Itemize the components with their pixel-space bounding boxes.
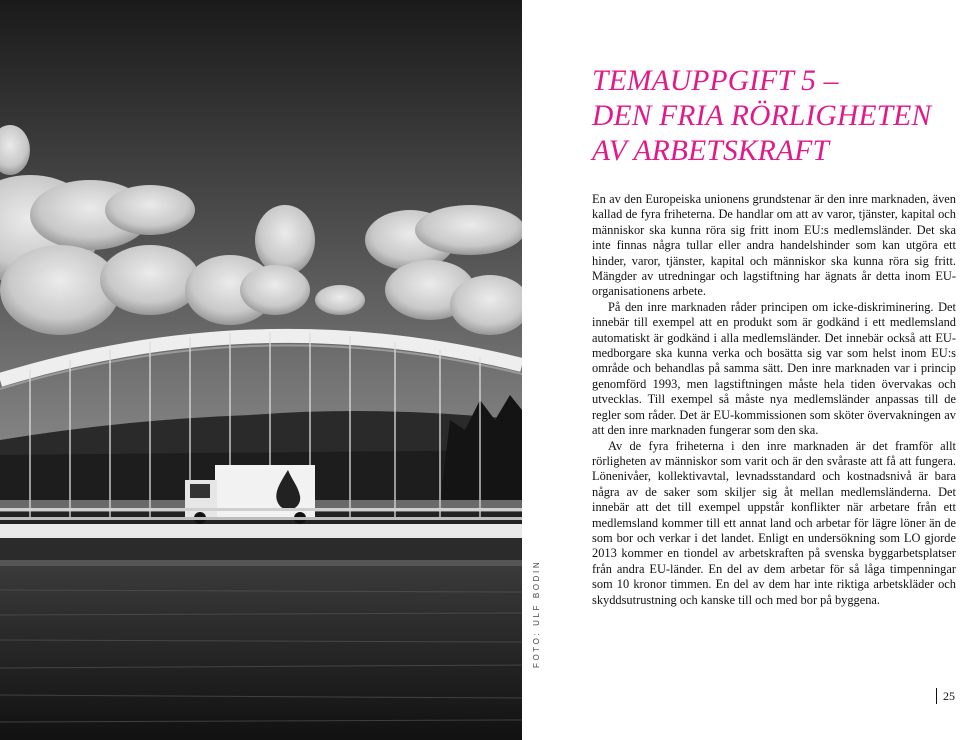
photo-credit-text: FOTO: ULF BODIN: [532, 559, 541, 668]
body-text: [592, 192, 956, 608]
title-line-2: DEN FRIA RÖRLIGHETEN: [592, 100, 932, 132]
page-number: 25: [936, 688, 955, 704]
paragraph-2: På den inre marknaden råder principen om icke-diskriminering. Det innebär till exempel att en produkt som är godkänd i ett medlemsland automatiskt är godkänd i alla medlemsländer. Det innebär också att EU-medborgare ska kunna verka och bosätta sig var som helst inom EU:s område och behandlas på samma sätt. Den inre marknaden var i princip genomförd 1993, men lagstiftningen måste hela tiden övervakas och utvecklas. Till exempel så måste nya medlemsländer anpassas till de regler som råder. Det är EU-kommissionen som sköter övervakningen av att den inre marknaden fungerar som den ska.: [592, 299, 956, 438]
title-line-1: TEMAUPPGIFT 5 –: [592, 65, 839, 97]
photo-credit: [528, 500, 548, 680]
paragraph-3: Av de fyra friheterna i den inre marknaden är det framför allt rörligheten av människor som varit och är den svåraste att få att fungera. Lönenivåer, kollektivavtal, levnadsstandard och kostnadsnivå är bara några av de saker som skiljer sig åt mellan medlemsländerna. Det innebär att det till exempel uppstår konflikter när arbetare från ett medlemsland kommer till ett annat land och arbetar för lägre löner än de som bor och verkar i det landet. Enligt en undersökning som LO gjorde 2013 kommer en tiondel av arbetskraften på svenska byggarbetsplatser från andra EU-länder. En del av dem arbetar för så låga timpenningar som 10 kronor timmen. En del av dem har inte riktiga arbetskläder och skyddsutrustning och kanske till och med bor på byggena.: [592, 438, 956, 607]
paragraph-1: En av den Europeiska unionens grundstenar är den inre marknaden, även kallad de fyra friheterna. De handlar om att av varor, tjänster, kapital och människor ska kunna röra sig fritt inom EU:s medlemsländer. Det ska inte finnas några tullar eller andra handelshinder som kan utgöra ett hinder, varor, tjänster, kapital och människor ska kunna röra sig fritt. Mängder av utredningar och lagstiftning har ägnats år detta inom EU-organisationens arbete.: [592, 192, 956, 299]
page-title: [592, 64, 952, 169]
title-line-3: AV ARBETSKRAFT: [592, 135, 830, 167]
